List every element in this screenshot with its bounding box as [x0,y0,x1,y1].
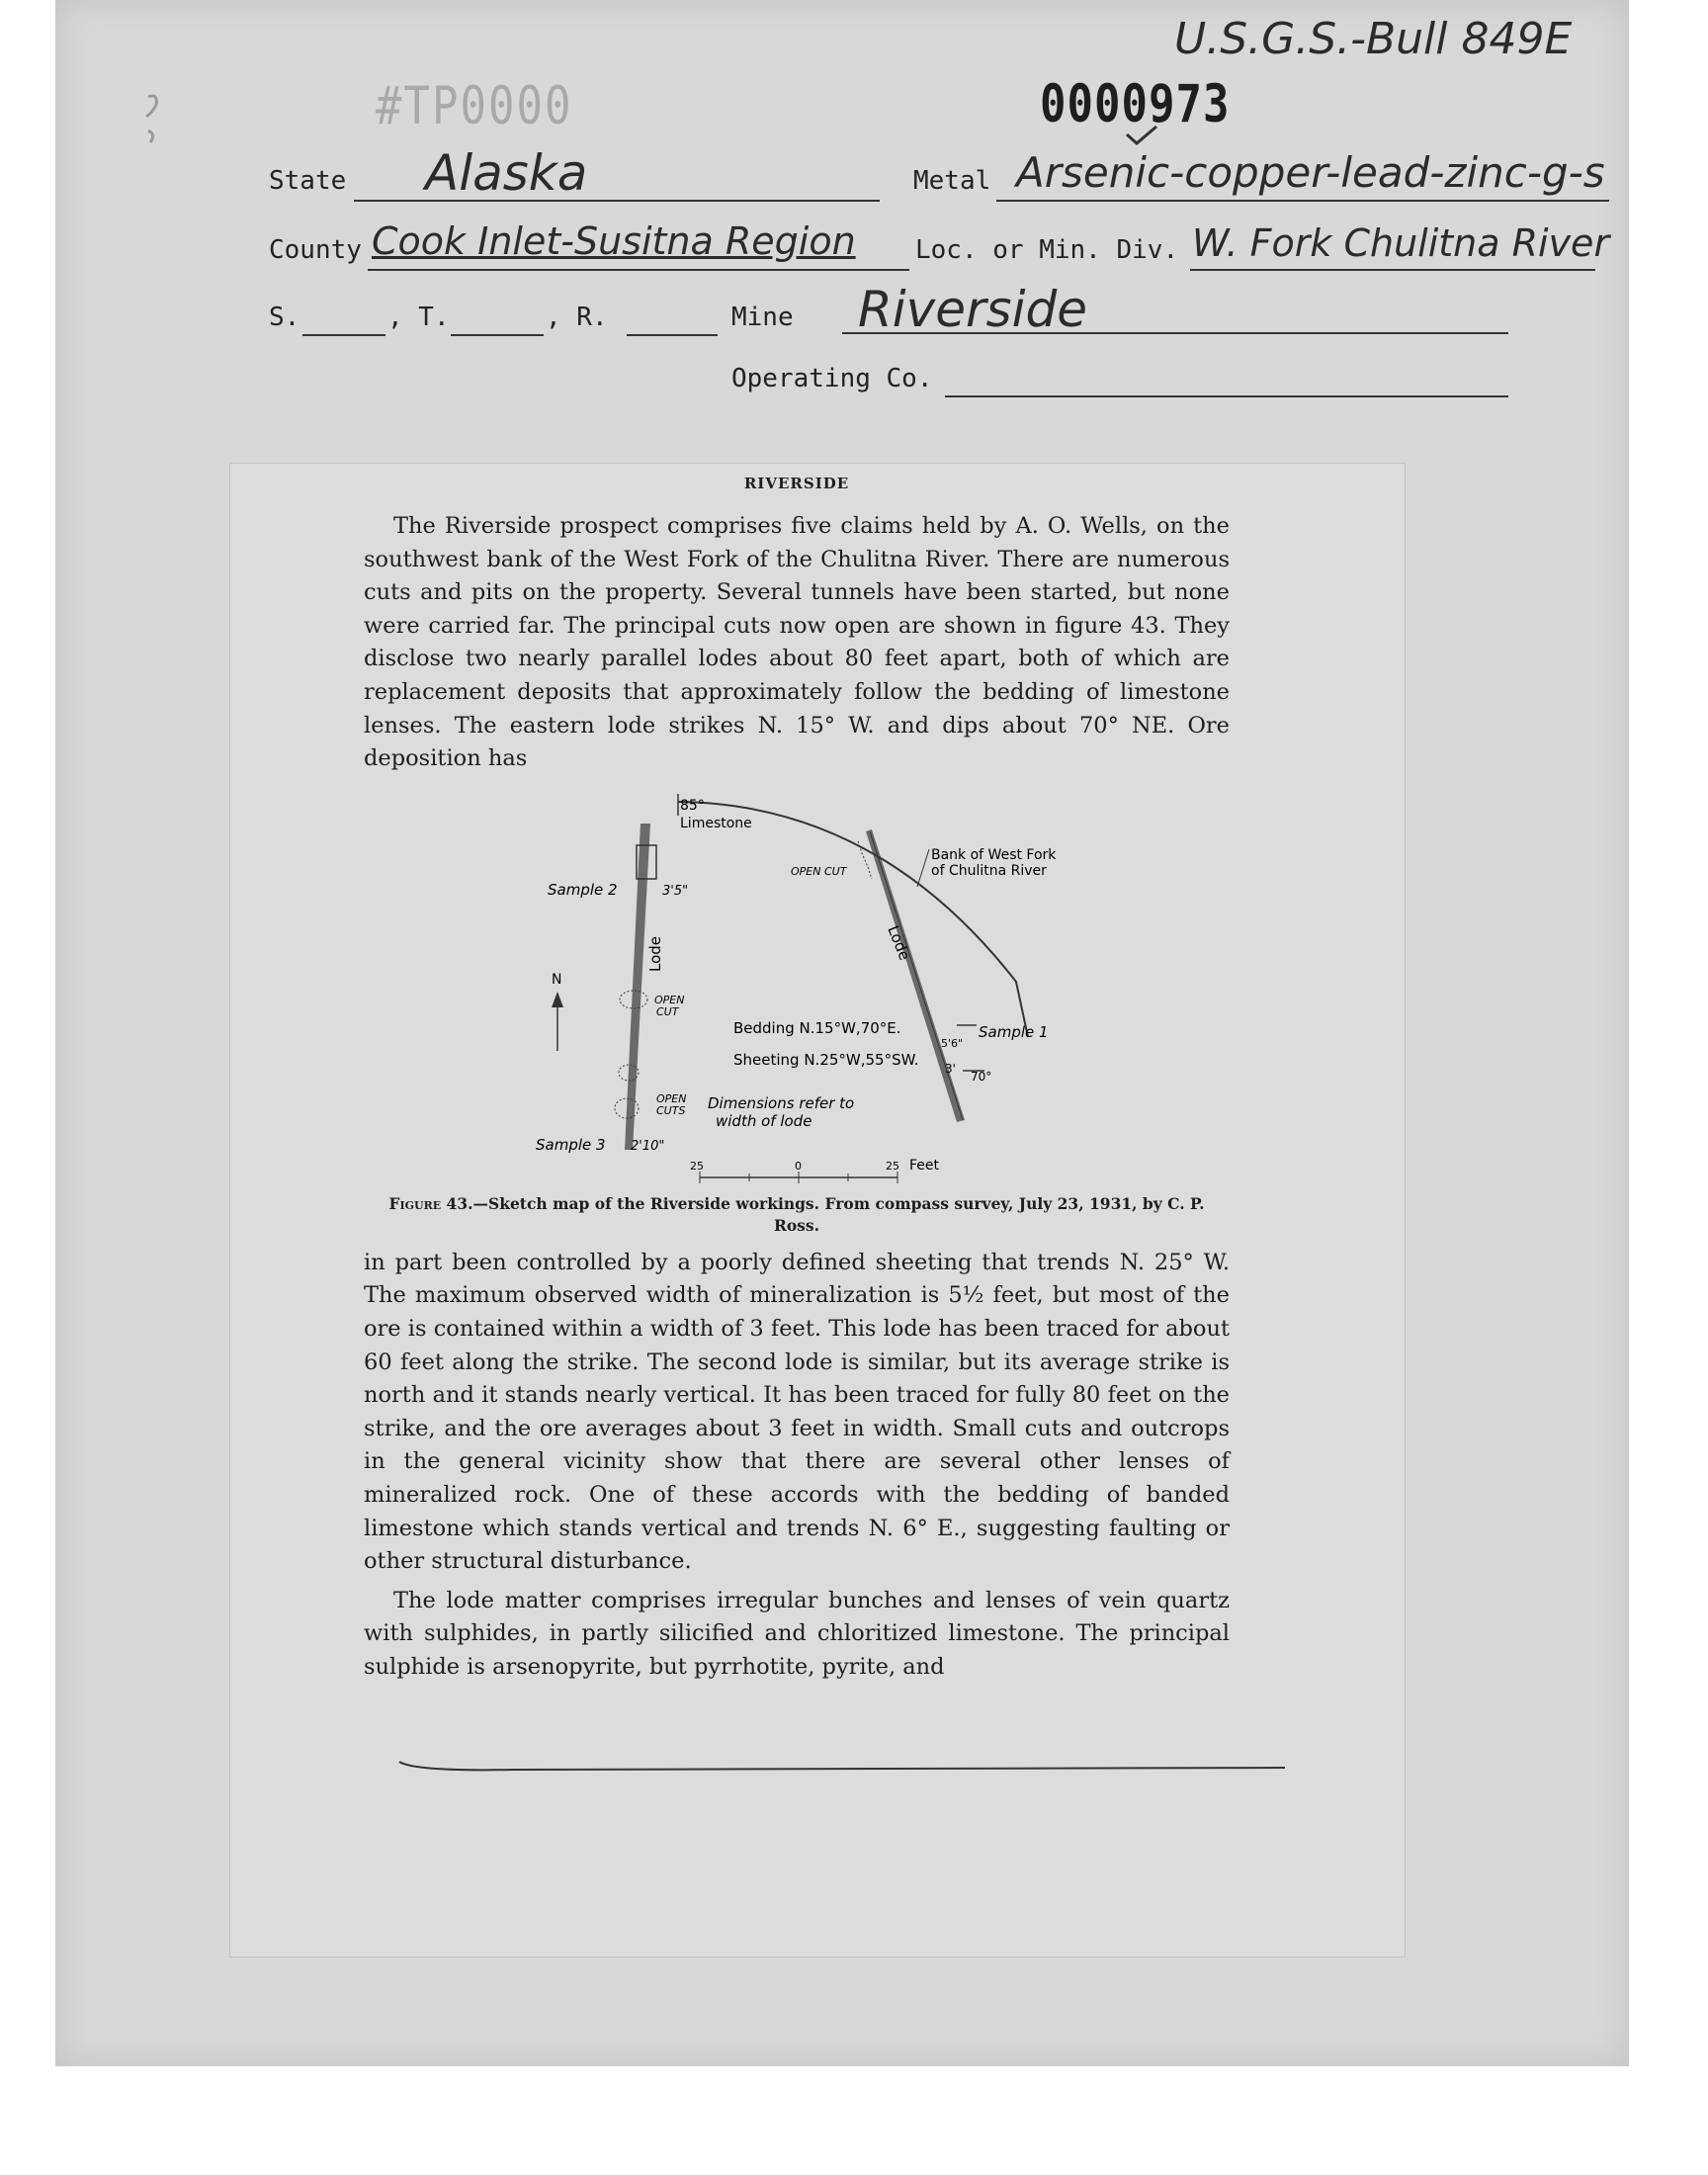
figure-43 [364,784,1230,1189]
township-label: , T. [387,303,450,332]
mine-value: Riverside [858,281,1087,338]
article [364,471,1230,1684]
metal-label: Metal [913,166,991,196]
caption-lead: Figure 43. [388,1193,473,1213]
river-bank [678,802,1028,1037]
section-line [302,334,385,336]
lode-right-label: Lode [884,922,914,963]
limestone-label: Limestone [680,815,752,831]
article-title: RIVERSIDE [743,475,850,492]
paragraph-2: in part been controlled by a poorly defined sheeting that trends N. 25° W. The maximum observed width of mineralization is 5½ feet, but most of the ore is contained within a width of 3 feet. This lode has been traced for about 60 feet along the strike. The second lode is similar, but its average strike is north and it stands nearly vertical. It has been traced for fully 80 feet on the strike, and the ore averages about 3 feet in width. Small cuts and outcrops in the general vicinity show that there are several other lenses of mineralized rock. One of these accords with the bedding of banded limestone which stands vertical and trends N. 6° E., suggesting faulting or other structural disturbance. [364,1249,1230,1575]
metal-value: Arsenic-copper-lead-zinc-g-s [1016,148,1605,197]
loc-value: W. Fork Chulitna River [1192,221,1610,265]
sample3-label: Sample 3 [536,1135,606,1154]
record-number: 0000973 [1040,73,1231,135]
dim-bottom-label: 2'10" [631,1138,665,1154]
bedding-label: Bedding N.15°W,70°E. [733,1018,901,1037]
reference-annotation: U.S.G.S.-Bull 849E [1174,14,1573,64]
open-cuts-2: CUTS [656,1103,686,1117]
dip-70-label: 70° [971,1069,992,1084]
scale-0: 0 [795,1159,802,1173]
open-cut-mid-1: OPEN [654,993,685,1006]
west-lode [625,824,650,1150]
bank-label-2: of Chulitna River [931,862,1047,879]
scale-25-right: 25 [886,1159,899,1173]
scale-25-left: 25 [690,1159,704,1173]
operating-label: Operating Co. [731,364,933,393]
county-label: County [269,235,362,265]
hand-underline [395,1758,1305,1782]
sample1-label: Sample 1 [979,1022,1049,1041]
bank-label-1: Bank of West Fork [931,846,1057,863]
sheeting-label: Sheeting N.25°W,55°SW. [733,1050,919,1069]
range-label: , R. [546,303,608,332]
township-line [451,334,544,336]
figure-caption [384,1193,1210,1237]
loc-line [1190,269,1595,271]
loc-label: Loc. or Min. Div. [915,235,1179,265]
mine-label: Mine [731,303,794,332]
pencil-mark-icon [138,91,172,146]
state-label: State [269,166,347,196]
metal-line [996,200,1609,202]
state-value: Alaska [425,144,588,202]
dim-right-label: 5'6" [941,1036,964,1050]
sketch-map [364,784,1230,1189]
dip-top-label: 85° [680,797,705,814]
range-line [627,334,718,336]
paragraph-1: The Riverside prospect comprises five claims held by A. O. Wells, on the southwest bank of the West Fork of the Chulitna River. There are numerous cuts and pits on the property. Several tunnels have been started, but none were carried far. The principal cuts now open are shown in figure 43. They disclose two nearly parallel lodes about 80 feet apart, both of which are replacement deposits that approximately follow the bedding of limestone lenses. The eastern lode strikes N. 15° W. and dips about 70° NE. Ore deposition has [364,513,1230,772]
scale-feet: Feet [909,1157,940,1174]
lode-left-label: Lode [646,935,664,972]
check-mark-icon [1125,125,1158,146]
open-cuts-1: OPEN [656,1091,687,1105]
section-label: S. [269,303,300,332]
sample2-label: Sample 2 [548,880,618,899]
open-cut-top-label: OPEN CUT [791,864,847,878]
north-label: N [552,971,562,988]
dimensions-note-1: Dimensions refer to [708,1093,855,1112]
operating-line [945,395,1508,397]
faded-stamp: #TP0000 [376,75,573,137]
county-line [368,269,909,271]
paragraph-3: The lode matter comprises irregular bunches and lenses of vein quartz with sulphides, in partly silicified and chloritized limestone. The principal sulphide is arsenopyrite, but pyrrhotite, pyrite, and [364,1587,1230,1680]
dimensions-note-2: width of lode [716,1111,812,1130]
caption-text: —Sketch map of the Riverside workings. From compass survey, July 23, 1931, by C. P. Ross. [472,1193,1205,1235]
county-value: Cook Inlet-Susitna Region [372,219,856,263]
open-cut-mid-2: CUT [656,1004,679,1018]
dim-top-label: 3'5" [662,883,689,899]
dim-3-label: 3' [945,1061,956,1076]
